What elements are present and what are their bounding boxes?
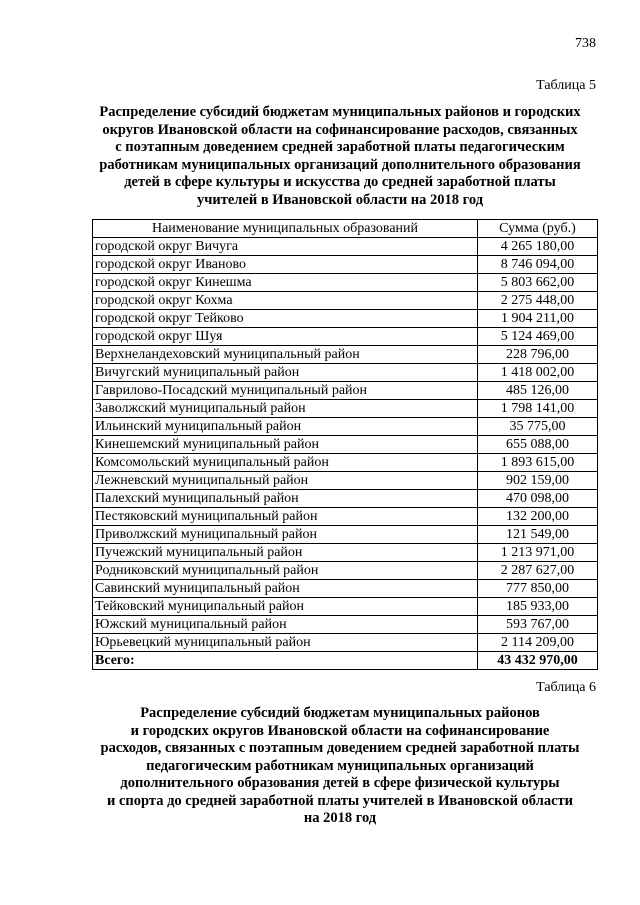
- municipality-name: Пучежский муниципальный район: [93, 544, 478, 562]
- title-line: работникам муниципальных организаций дополнительного образования: [99, 156, 581, 173]
- subsidies-table: [92, 219, 598, 670]
- municipality-name: городской округ Кинешма: [93, 274, 478, 292]
- subsidy-amount: 35 775,00: [478, 418, 598, 436]
- municipality-name: городской округ Тейково: [93, 310, 478, 328]
- subsidy-amount: 185 933,00: [478, 598, 598, 616]
- subsidy-amount: 8 746 094,00: [478, 256, 598, 274]
- subsidy-amount: 2 275 448,00: [478, 292, 598, 310]
- page-number: 738: [575, 36, 596, 51]
- municipality-name: городской округ Иваново: [93, 256, 478, 274]
- table-row: [93, 526, 598, 544]
- table-row: [93, 598, 598, 616]
- title-line: и спорта до средней заработной платы учителей в Ивановской области: [107, 792, 573, 809]
- municipality-name: Южский муниципальный район: [93, 616, 478, 634]
- subsidy-amount: 5 803 662,00: [478, 274, 598, 292]
- municipality-name: Гаврилово-Посадский муниципальный район: [93, 382, 478, 400]
- municipality-name: Комсомольский муниципальный район: [93, 454, 478, 472]
- municipality-name: городской округ Кохма: [93, 292, 478, 310]
- subsidy-amount: 5 124 469,00: [478, 328, 598, 346]
- table-row: [93, 436, 598, 454]
- subsidy-amount: 228 796,00: [478, 346, 598, 364]
- municipality-name: Приволжский муниципальный район: [93, 526, 478, 544]
- total-row: [93, 652, 598, 670]
- header-amount: Сумма (руб.): [478, 220, 598, 238]
- table-row: [93, 454, 598, 472]
- subsidy-amount: 655 088,00: [478, 436, 598, 454]
- municipality-name: Кинешемский муниципальный район: [93, 436, 478, 454]
- table-row: [93, 292, 598, 310]
- table-row: [93, 544, 598, 562]
- table-6-title: [70, 705, 610, 828]
- municipality-name: Тейковский муниципальный район: [93, 598, 478, 616]
- table-row: [93, 616, 598, 634]
- total-amount: 43 432 970,00: [478, 652, 598, 670]
- table-6-label: Таблица 6: [536, 680, 596, 695]
- title-line: педагогическим работникам муниципальных организаций: [146, 757, 534, 774]
- table-row: [93, 346, 598, 364]
- subsidy-amount: 485 126,00: [478, 382, 598, 400]
- subsidy-amount: 4 265 180,00: [478, 238, 598, 256]
- municipality-name: Савинский муниципальный район: [93, 580, 478, 598]
- table-row: [93, 382, 598, 400]
- title-line: Распределение субсидий бюджетам муниципальных районов и городских: [99, 104, 581, 120]
- table-5-label: Таблица 5: [536, 78, 596, 93]
- table-row: [93, 490, 598, 508]
- table-row: [93, 418, 598, 436]
- title-line: округов Ивановской области на софинансирование расходов, связанных: [102, 121, 578, 138]
- municipality-name: Лежневский муниципальный район: [93, 472, 478, 490]
- table-row: [93, 562, 598, 580]
- municipality-name: Вичугский муниципальный район: [93, 364, 478, 382]
- title-line: Распределение субсидий бюджетам муниципальных районов: [140, 705, 540, 721]
- subsidy-amount: 1 798 141,00: [478, 400, 598, 418]
- table-row: [93, 274, 598, 292]
- municipality-name: Юрьевецкий муниципальный район: [93, 634, 478, 652]
- subsidy-amount: 2 114 209,00: [478, 634, 598, 652]
- municipality-name: городской округ Шуя: [93, 328, 478, 346]
- table-row: [93, 634, 598, 652]
- table-row: [93, 256, 598, 274]
- subsidy-amount: 902 159,00: [478, 472, 598, 490]
- subsidy-amount: 1 213 971,00: [478, 544, 598, 562]
- title-line: расходов, связанных с поэтапным доведением средней заработной платы: [100, 740, 580, 756]
- municipality-name: Ильинский муниципальный район: [93, 418, 478, 436]
- header-name: Наименование муниципальных образований: [93, 220, 478, 238]
- municipality-name: Палехский муниципальный район: [93, 490, 478, 508]
- municipality-name: Верхнеландеховский муниципальный район: [93, 346, 478, 364]
- table-row: [93, 400, 598, 418]
- subsidy-amount: 593 767,00: [478, 616, 598, 634]
- table-row: [93, 328, 598, 346]
- title-line: на 2018 год: [303, 810, 377, 826]
- subsidy-amount: 2 287 627,00: [478, 562, 598, 580]
- table-header-row: [93, 220, 598, 238]
- municipality-name: Пестяковский муниципальный район: [93, 508, 478, 526]
- subsidy-amount: 1 893 615,00: [478, 454, 598, 472]
- subsidy-amount: 1 904 211,00: [478, 310, 598, 328]
- subsidy-amount: 132 200,00: [478, 508, 598, 526]
- table-row: [93, 238, 598, 256]
- municipality-name: Заволжский муниципальный район: [93, 400, 478, 418]
- municipality-name: городской округ Вичуга: [93, 238, 478, 256]
- title-line: детей в сфере культуры и искусства до средней заработной платы: [124, 174, 556, 190]
- title-line: и городских округов Ивановской области на софинансирование: [130, 722, 550, 739]
- subsidy-amount: 777 850,00: [478, 580, 598, 598]
- table-row: [93, 472, 598, 490]
- total-label: Всего:: [93, 652, 478, 670]
- title-line: учителей в Ивановской области на 2018 год: [196, 191, 484, 208]
- subsidy-amount: 1 418 002,00: [478, 364, 598, 382]
- table-row: [93, 310, 598, 328]
- table-row: [93, 580, 598, 598]
- table-row: [93, 508, 598, 526]
- subsidy-amount: 121 549,00: [478, 526, 598, 544]
- table-5-title: [80, 104, 600, 209]
- municipality-name: Родниковский муниципальный район: [93, 562, 478, 580]
- title-line: дополнительного образования детей в сфере физической культуры: [120, 775, 560, 791]
- title-line: с поэтапным доведением средней заработной платы педагогическим: [115, 139, 565, 155]
- subsidy-amount: 470 098,00: [478, 490, 598, 508]
- table-row: [93, 364, 598, 382]
